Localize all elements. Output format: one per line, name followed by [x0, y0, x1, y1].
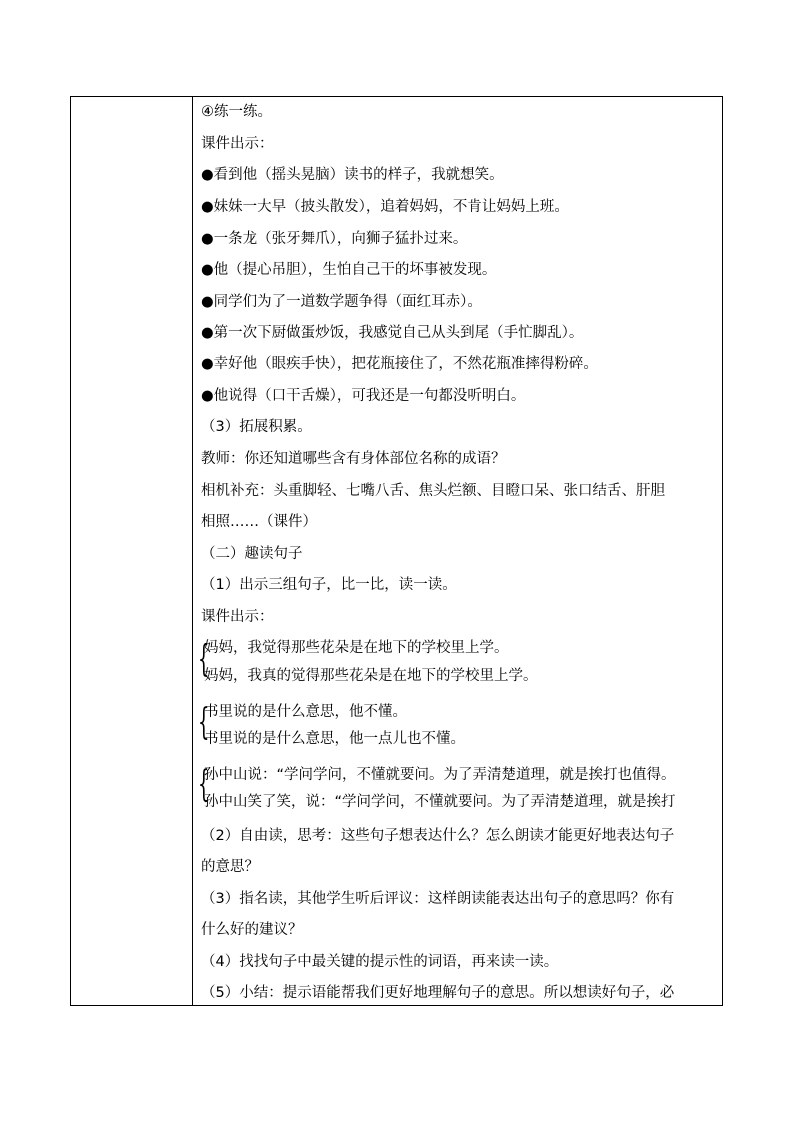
text-line: （3）拓展积累。: [201, 419, 312, 435]
text-line: ●看到他（摇头晃脑）读书的样子，我就想笑。: [201, 167, 504, 183]
text-line: ●他说得（口干舌燥），可我还是一句都没听明白。: [201, 388, 526, 404]
sentence-line: 妈妈，我真的觉得那些花朵是在地下的学校里上学。: [204, 668, 538, 684]
text-line: 的意思？: [201, 859, 259, 875]
text-line: ●他（提心吊胆），生怕自己干的坏事被发现。: [201, 262, 497, 278]
brace-icon: {: [198, 639, 210, 680]
brace-icon: {: [198, 702, 210, 743]
sentence-line: 孙中山笑了笑，说：“学问学问，不懂就要问。为了弄清楚道理，就是挨打: [204, 794, 676, 810]
sentence-line: 书里说的是什么意思，他一点儿也不懂。: [204, 731, 465, 747]
text-line: ④练一练。: [201, 104, 272, 120]
brace-icon: {: [198, 764, 210, 805]
text-line: ●妹妹一大早（披头散发），追着妈妈，不肯让妈妈上班。: [201, 199, 569, 215]
lesson-table: [70, 96, 723, 1006]
content-cell: [193, 97, 722, 1005]
text-line: （1）出示三组句子，比一比，读一读。: [201, 577, 457, 593]
text-line: ●同学们为了一道数学题争得（面红耳赤）。: [201, 294, 482, 310]
text-line: 课件出示：: [201, 136, 274, 152]
text-line: 相机补充：头重脚轻、七嘴八舌、焦头烂额、目瞪口呆、张口结舌、肝胆: [201, 483, 665, 499]
text-line: ●幸好他（眼疾手快），把花瓶接住了，不然花瓶准摔得粉碎。: [201, 356, 598, 372]
text-line: 课件出示：: [201, 609, 274, 625]
sentence-line: 孙中山说：“学问学问，不懂就要问。为了弄清楚道理，就是挨打也值得。: [204, 767, 676, 783]
text-line: （3）指名读，其他学生听后评议：这样朗读能表达出句子的意思吗？你有: [201, 891, 675, 907]
text-line: 教师：你还知道哪些含有身体部位名称的成语？: [201, 451, 506, 467]
text-line: （2）自由读，思考：这些句子想表达什么？怎么朗读才能更好地表达句子: [201, 828, 675, 844]
text-line: （5）小结：提示语能帮我们更好地理解句子的意思。所以想读好句子，必: [201, 985, 675, 1001]
sentence-line: 妈妈，我觉得那些花朵是在地下的学校里上学。: [204, 640, 509, 656]
text-line: 相照……（课件）: [201, 514, 317, 530]
text-line: 什么好的建议？: [201, 922, 303, 938]
text-line: （4）找找句子中最关键的提示性的词语，再来读一读。: [201, 954, 559, 970]
sentence-line: 书里说的是什么意思，他不懂。: [204, 704, 407, 720]
text-line: （二）趣读句子: [201, 546, 303, 562]
text-line: ●第一次下厨做蛋炒饭，我感觉自己从头到尾（手忙脚乱）。: [201, 325, 584, 341]
text-line: ●一条龙（张牙舞爪），向狮子猛扑过来。: [201, 231, 468, 247]
